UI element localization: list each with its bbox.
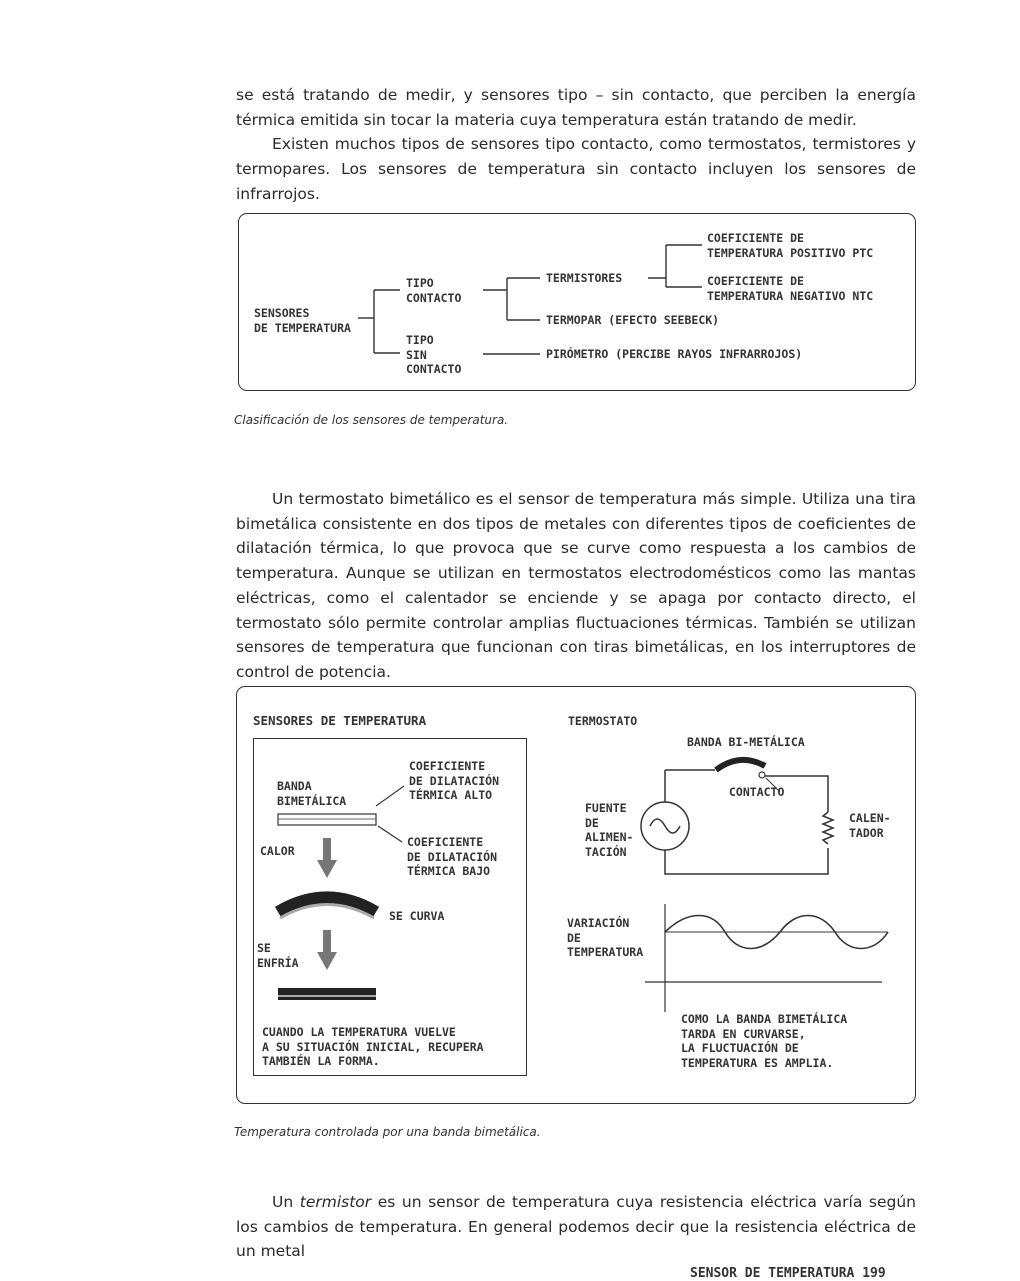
- bimetal-switch: [716, 760, 765, 770]
- termistores-label: TERMISTORES: [546, 271, 623, 285]
- intro-text-1: se está tratando de medir, y sensores tipo – sin contacto, que perciben la energía térmica emitida sin tocar la materia cuya temperatura están tratando de medir.: [236, 86, 916, 129]
- cool-arrow-icon: [317, 930, 337, 970]
- coef-bajo-label: COEFICIENTE DE DILATACIÓN TÉRMICA BAJO: [407, 835, 498, 878]
- ntc-label: COEFICIENTE DE TEMPERATURA NEGATIVO NTC: [707, 274, 874, 303]
- body2-text: Un termostato bimetálico es el sensor de temperatura más simple. Utiliza una tira bimetálica consistente en dos tipos de metales con diferentes tipos de coeficientes de dilatación térmica, lo que provoca que se curve como respuesta a los cambios de temperatura. Aunque se utilizan en termostatos electrodomésticos como las mantas eléctricas, como el calentador se enciende y se apaga por contacto directo, el termostato sólo permite controlar amplias fluctuaciones térmicas. También se utilizan sensores de temperatura que funcionan con tiras bimetálicas, en los interruptores de control de potencia.: [236, 490, 916, 681]
- variacion-label: VARIACIÓN DE TEMPERATURA: [567, 916, 644, 959]
- footer-page-number: 199: [862, 1266, 886, 1281]
- heat-arrow-icon: [317, 838, 337, 878]
- restored-strip: [278, 988, 376, 1000]
- left-panel-title: SENSORES DE TEMPERATURA: [253, 713, 427, 728]
- se-enfria-label: SE ENFRÍA: [257, 941, 299, 970]
- fuente-label: FUENTE DE ALIMEN- TACIÓN: [585, 801, 634, 859]
- coef-alto-label: COEFICIENTE DE DILATACIÓN TÉRMICA ALTO: [409, 759, 500, 802]
- calentador-label: CALEN- TADOR: [849, 811, 891, 840]
- right-panel-title: TERMOSTATO: [568, 714, 638, 728]
- termopar-label: TERMOPAR (EFECTO SEEBECK): [546, 313, 720, 327]
- banda-label: BANDA BIMETÁLICA: [277, 779, 347, 808]
- body-paragraph-3: Un termistor es un sensor de temperatura cuya resistencia eléctrica varía según los cambios de temperatura. En general podemos decir que la resistencia eléctrica de un metal: [236, 1193, 916, 1261]
- left-note: CUANDO LA TEMPERATURA VUELVE A SU SITUACIÓN INICIAL, RECUPERA TAMBIÉN LA FORMA.: [262, 1025, 484, 1068]
- figure1-caption: Clasificación de los sensores de temperatura.: [234, 413, 509, 427]
- ptc-label: COEFICIENTE DE TEMPERATURA POSITIVO PTC: [707, 231, 874, 260]
- contacto-label: CONTACTO: [729, 785, 785, 799]
- page-footer: [690, 1266, 886, 1281]
- pirometro-label: PIRÓMETRO (PERCIBE RAYOS INFRARROJOS): [546, 347, 803, 361]
- right-note: COMO LA BANDA BIMETÁLICA TARDA EN CURVARSE, LA FLUCTUACIÓN DE TEMPERATURA ES AMPLIA.: [681, 1012, 848, 1070]
- termistor-term: termistor: [299, 1193, 372, 1211]
- intro-text-2: Existen muchos tipos de sensores tipo contacto, como termostatos, termistores y termopares. Los sensores de temperatura sin contacto incluyen los sensores de infrarrojos.: [236, 135, 916, 203]
- calor-label: CALOR: [260, 844, 295, 858]
- se-curva-label: SE CURVA: [389, 909, 445, 923]
- root-label: SENSORES DE TEMPERATURA: [254, 306, 351, 335]
- banda-bimetalica-label: BANDA BI-METÁLICA: [687, 735, 805, 749]
- noncontact-label: TIPO SIN CONTACTO: [406, 333, 462, 376]
- body3-text: es un sensor de temperatura cuya resistencia eléctrica varía según los cambios de temperatura. En general podemos decir que la resistencia eléctrica de un metal: [236, 1193, 916, 1261]
- figure2-caption: Temperatura controlada por una banda bimetálica.: [234, 1125, 541, 1139]
- footer-section: SENSOR DE TEMPERATURA: [690, 1266, 855, 1281]
- heater-resistor-icon: [823, 812, 833, 844]
- contact-label: TIPO CONTACTO: [406, 276, 462, 305]
